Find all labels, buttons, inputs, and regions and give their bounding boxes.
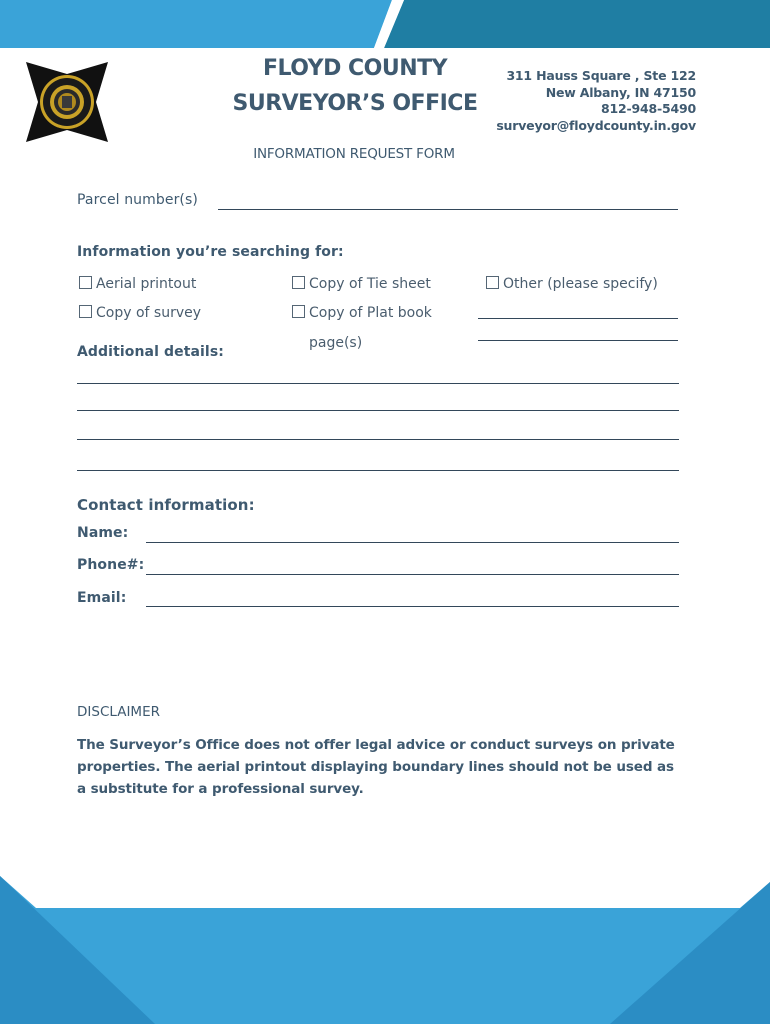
additional-details-label: Additional details: bbox=[77, 344, 224, 360]
phone-input-line[interactable] bbox=[146, 574, 679, 575]
address-city: New Albany, IN 47150 bbox=[545, 84, 696, 100]
disclaimer-text bbox=[77, 734, 687, 800]
email-label: Email: bbox=[77, 590, 127, 606]
checkbox-icon bbox=[486, 276, 499, 289]
aerial-label: Aerial printout bbox=[96, 276, 197, 292]
checkbox-icon bbox=[292, 276, 305, 289]
name-label: Name: bbox=[77, 525, 129, 541]
aerial-checkbox[interactable] bbox=[79, 276, 196, 292]
checkbox-icon bbox=[79, 276, 92, 289]
office-email[interactable]: surveyor@floydcounty.in.gov bbox=[496, 117, 696, 133]
copy-survey-checkbox[interactable] bbox=[79, 305, 201, 321]
plat-book-checkbox[interactable] bbox=[292, 305, 432, 321]
additional-details-line-3[interactable] bbox=[77, 439, 679, 440]
parcel-label: Parcel number(s) bbox=[77, 192, 198, 208]
phone-label: Phone#: bbox=[77, 557, 145, 573]
name-input-line[interactable] bbox=[146, 542, 679, 543]
office-title-line1: FLOYD COUNTY bbox=[262, 56, 448, 81]
parcel-input-line[interactable] bbox=[218, 209, 678, 210]
other-input-line-2[interactable] bbox=[478, 340, 678, 341]
county-seal-icon bbox=[24, 60, 110, 144]
tie-sheet-checkbox[interactable] bbox=[292, 276, 431, 292]
searching-label: Information you’re searching for: bbox=[77, 244, 344, 260]
footer-banner bbox=[0, 860, 770, 1024]
checkbox-icon bbox=[79, 305, 92, 318]
plat-book-label: Copy of Plat book bbox=[309, 305, 432, 321]
address-street: 311 Hauss Square , Ste 122 bbox=[506, 68, 696, 83]
disclaimer-line-1: The Surveyor’s Office does not offer legal advice or conduct surveys on private bbox=[77, 737, 675, 753]
email-input-line[interactable] bbox=[146, 606, 679, 607]
disclaimer-line-3: a substitute for a professional survey. bbox=[77, 781, 364, 797]
additional-details-line-1[interactable] bbox=[77, 383, 679, 384]
disclaimer-line-2: properties. The aerial printout displaying boundary lines should not be used as bbox=[77, 759, 674, 775]
header-banner bbox=[0, 0, 770, 48]
additional-details-line-2[interactable] bbox=[77, 410, 679, 411]
copy-survey-label: Copy of survey bbox=[96, 305, 202, 321]
additional-details-line-4[interactable] bbox=[77, 470, 679, 471]
disclaimer-heading: DISCLAIMER bbox=[77, 704, 160, 720]
office-title-line2: SURVEYOR’S OFFICE bbox=[232, 91, 478, 116]
other-label: Other (please specify) bbox=[503, 276, 658, 292]
office-phone: 812-948-5490 bbox=[601, 101, 696, 116]
contact-info-label: Contact information: bbox=[77, 496, 255, 514]
tie-sheet-label: Copy of Tie sheet bbox=[309, 276, 431, 292]
address-block bbox=[496, 68, 696, 134]
other-checkbox[interactable] bbox=[486, 276, 658, 292]
other-input-line-1[interactable] bbox=[478, 318, 678, 319]
form-subtitle: INFORMATION REQUEST FORM bbox=[253, 146, 455, 162]
plat-book-pages-label: page(s) bbox=[309, 335, 363, 351]
checkbox-icon bbox=[292, 305, 305, 318]
